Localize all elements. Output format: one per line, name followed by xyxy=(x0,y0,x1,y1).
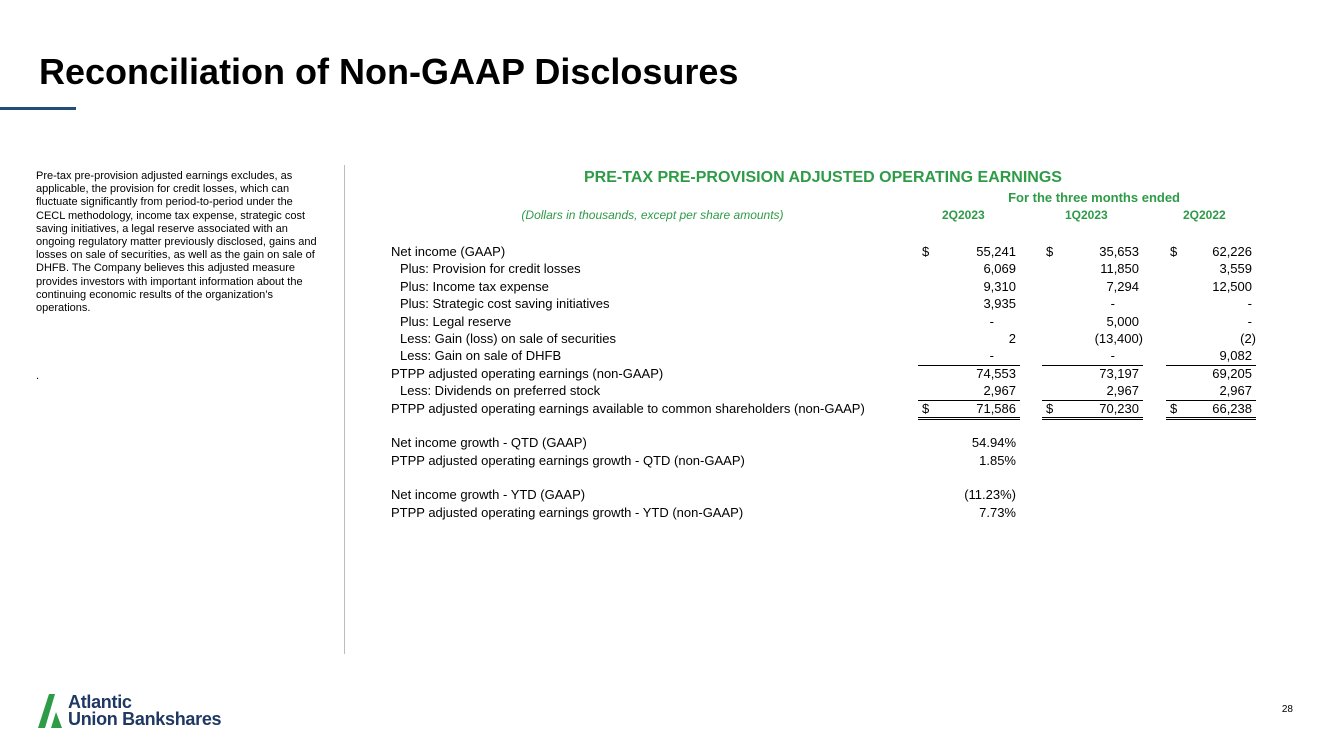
growth-value: (11.23%) xyxy=(964,487,1016,503)
title-underline xyxy=(0,107,76,110)
table-row xyxy=(391,365,1257,382)
growth-cell xyxy=(918,504,1020,521)
cell-value: 69,205 xyxy=(1212,365,1252,381)
financial-table xyxy=(391,243,1257,521)
cell-value: - xyxy=(989,313,994,329)
table-cell xyxy=(918,382,1020,400)
cell-value: 55,241 xyxy=(976,244,1016,259)
logo-line-1: Atlantic xyxy=(68,692,132,712)
page-number: 28 xyxy=(1281,704,1293,715)
sidebar-trailing-mark: . xyxy=(36,370,40,382)
cell-value: 71,586 xyxy=(976,400,1016,416)
growth-row xyxy=(391,434,1257,451)
cell-value: - xyxy=(1247,313,1252,329)
growth-value: 1.85% xyxy=(979,452,1016,468)
table-cell xyxy=(1166,382,1256,400)
table-cell xyxy=(1042,382,1143,400)
row-spacer xyxy=(391,469,1257,486)
table-cell xyxy=(1166,243,1256,260)
cell-value: 5,000 xyxy=(1106,313,1139,329)
growth-value: 7.73% xyxy=(979,504,1016,520)
growth-label: Net income growth - QTD (GAAP) xyxy=(391,435,587,451)
dollar-sign: $ xyxy=(922,400,930,416)
cell-value: 2,967 xyxy=(983,383,1016,399)
cell-value: 2 xyxy=(1008,330,1016,346)
cell-value: 9,310 xyxy=(983,278,1016,294)
table-cell xyxy=(918,243,1020,260)
dollar-sign: $ xyxy=(922,244,930,259)
cell-value: 6,069 xyxy=(983,261,1016,277)
cell-value: 35,653 xyxy=(1099,244,1139,259)
table-row xyxy=(391,382,1257,399)
cell-value: 9,082 xyxy=(1219,348,1252,364)
column-header-2q2022: 2Q2022 xyxy=(1183,208,1226,222)
column-header-2q2023: 2Q2023 xyxy=(942,208,985,222)
growth-cell xyxy=(918,434,1020,451)
company-logo xyxy=(38,694,268,730)
sidebar-description: Pre-tax pre-provision adjusted earnings excludes, as applicable, the provision for credit losses, which can fluctuate significantly from period-to-period under the CECL methodology, income tax expense, strategic cost saving initiatives, a legal reserve associated with an ongoing regulatory matter previously disclosed, gains and losses on sale of securities, as well as the gain on sale of DHFB. The Company believes this adjusted measure provides investors with important information about the continuing economic results of the organization’s operations. xyxy=(36,170,317,315)
table-cell xyxy=(1042,295,1143,312)
table-cell xyxy=(1166,347,1256,365)
cell-value: 11,850 xyxy=(1100,261,1139,277)
units-note: (Dollars in thousands, except per share amounts) xyxy=(521,208,784,222)
table-cell xyxy=(1042,330,1143,347)
growth-label: Net income growth - YTD (GAAP) xyxy=(391,487,586,503)
table-cell xyxy=(1166,278,1256,295)
cell-value: 66,238 xyxy=(1212,400,1252,416)
cell-value: - xyxy=(1110,348,1115,364)
table-cell xyxy=(1042,347,1143,365)
row-label: PTPP adjusted operating earnings (non-GAAP) xyxy=(391,365,664,381)
table-cell xyxy=(1166,260,1256,277)
row-spacer xyxy=(391,417,1257,434)
growth-cell xyxy=(918,486,1020,503)
cell-value: 3,935 xyxy=(983,296,1016,312)
growth-row xyxy=(391,452,1257,469)
table-title: PRE-TAX PRE-PROVISION ADJUSTED OPERATING EARNINGS xyxy=(584,169,1062,186)
table-cell xyxy=(1042,260,1143,277)
cell-value: - xyxy=(989,348,994,364)
cell-value: (13,400) xyxy=(1094,330,1143,346)
growth-value: 54.94% xyxy=(971,435,1016,451)
cell-value: 12,500 xyxy=(1212,278,1252,294)
growth-cell xyxy=(918,452,1020,469)
cell-value: - xyxy=(1247,296,1252,312)
row-label: Less: Gain on sale of DHFB xyxy=(400,348,562,364)
table-row xyxy=(391,330,1257,347)
cell-value: 2,967 xyxy=(1219,383,1252,399)
table-cell xyxy=(918,365,1020,382)
cell-value: 7,294 xyxy=(1106,278,1139,294)
row-label: Less: Gain (loss) on sale of securities xyxy=(400,330,617,346)
vertical-divider xyxy=(344,165,345,654)
table-row xyxy=(391,400,1257,417)
period-label: For the three months ended xyxy=(1008,190,1180,205)
table-cell xyxy=(1042,365,1143,382)
table-cell xyxy=(918,295,1020,312)
logo-wordmark xyxy=(68,694,221,728)
table-row xyxy=(391,313,1257,330)
growth-row xyxy=(391,504,1257,521)
table-cell xyxy=(1042,313,1143,330)
dollar-sign: $ xyxy=(1170,244,1178,259)
dollar-sign: $ xyxy=(1170,400,1178,416)
cell-value: 73,197 xyxy=(1099,365,1139,381)
page-title: Reconciliation of Non-GAAP Disclosures xyxy=(39,51,739,92)
table-cell xyxy=(1166,330,1256,347)
row-label: Plus: Strategic cost saving initiatives xyxy=(400,296,610,312)
table-cell xyxy=(1042,278,1143,295)
growth-row xyxy=(391,486,1257,503)
row-label: Plus: Income tax expense xyxy=(400,278,549,294)
table-cell xyxy=(1166,295,1256,312)
dollar-sign: $ xyxy=(1046,244,1054,259)
cell-value: 3,559 xyxy=(1219,261,1252,277)
table-row xyxy=(391,243,1257,260)
row-label: Plus: Legal reserve xyxy=(400,313,512,329)
table-cell xyxy=(918,313,1020,330)
table-row xyxy=(391,295,1257,312)
cell-value: - xyxy=(1110,296,1115,312)
table-cell xyxy=(918,278,1020,295)
table-row xyxy=(391,347,1257,364)
dollar-sign: $ xyxy=(1046,400,1054,416)
table-cell xyxy=(1042,243,1143,260)
cell-value: 2,967 xyxy=(1106,383,1139,399)
row-label: Net income (GAAP) xyxy=(391,244,506,259)
cell-value: 70,230 xyxy=(1099,400,1139,416)
cell-value: 62,226 xyxy=(1212,244,1252,259)
table-cell xyxy=(918,347,1020,365)
cell-value: (2) xyxy=(1240,330,1256,346)
logo-line-2: Union Bankshares xyxy=(68,709,222,729)
table-cell xyxy=(1166,365,1256,382)
cell-value: 74,553 xyxy=(976,365,1016,381)
growth-label: PTPP adjusted operating earnings growth - YTD (non-GAAP) xyxy=(391,504,744,520)
row-label: PTPP adjusted operating earnings available to common shareholders (non-GAAP) xyxy=(391,400,865,416)
table-cell xyxy=(918,330,1020,347)
column-header-1q2023: 1Q2023 xyxy=(1065,208,1108,222)
table-cell xyxy=(1166,313,1256,330)
table-cell xyxy=(918,260,1020,277)
table-row xyxy=(391,278,1257,295)
table-row xyxy=(391,260,1257,277)
logo-mark-icon xyxy=(38,694,66,728)
row-label: Plus: Provision for credit losses xyxy=(400,261,581,277)
row-label: Less: Dividends on preferred stock xyxy=(400,383,601,399)
growth-label: PTPP adjusted operating earnings growth - QTD (non-GAAP) xyxy=(391,452,745,468)
